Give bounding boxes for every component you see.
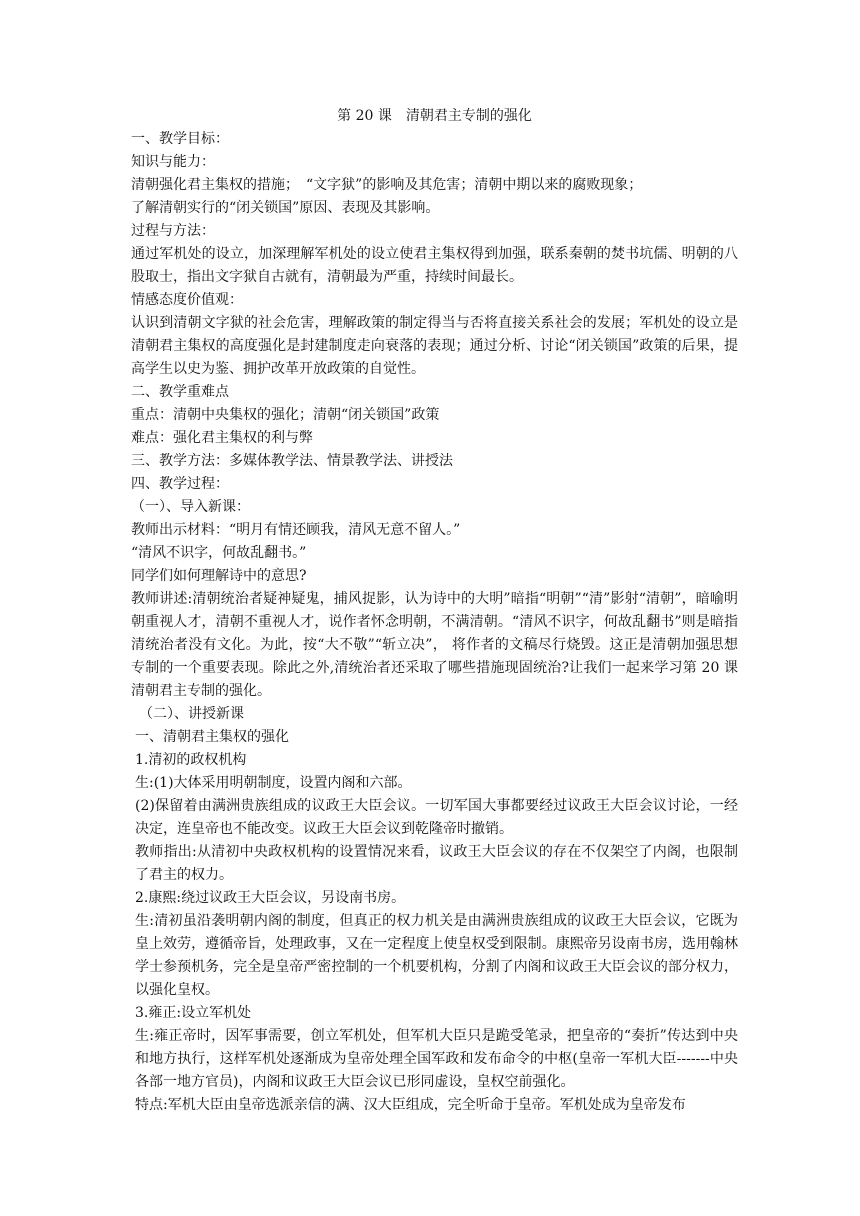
paragraph: 生:(1)大体采用明朝制度，设置内阁和六部。 — [135, 775, 412, 791]
subsection-heading: 知识与能力： — [131, 154, 215, 170]
section-heading: 三、教学方法：多媒体教学法、情景教学法、讲授法 — [131, 453, 453, 469]
paragraph: 清朝强化君主集权的措施； “文字狱”的影响及其危害；清朝中期以来的腐败现象； — [131, 177, 643, 193]
subsection-heading: 1.清初的政权机构 — [135, 752, 247, 768]
section-heading: 一、教学目标： — [131, 131, 229, 147]
paragraph: “清风不识字，何故乱翻书。” — [131, 545, 307, 561]
paragraph: 生:清初虽沿袭明朝内阁的制度，但真正的权力机关是由满洲贵族组成的议政王大臣会议，它既为皇上效劳，遵循帝旨，处理政事，又在一定程度上使皇权受到限制。康熙帝另设南书房，选用翰林学士参预机务，完全是皇帝严密控制的一个机要机构，分割了内阁和议政王大臣会议的部分权力，以强化皇权。 — [135, 913, 738, 998]
paragraph: 特点:军机大臣由皇帝选派亲信的满、汉大臣组成，完全听命于皇帝。军机处成为皇帝发布 — [135, 1097, 686, 1113]
section-heading: 四、教学过程： — [131, 476, 229, 492]
paragraph: 重点：清朝中央集权的强化；清朝“闭关锁国”政策 — [131, 407, 440, 423]
page-title: 第 20 课 清朝君主专制的强化 — [337, 108, 532, 124]
subsection-heading: （一）、导入新课： — [131, 499, 250, 515]
paragraph: 教师讲述:清朝统治者疑神疑鬼，捕风捉影，认为诗中的大明”暗指“明朝”“清”影射“清朝”，暗喻明朝重视人才，清朝不重视人才，说作者怀念明朝，不满清朝。“清风不识字，何故乱翻书”则是暗指清统治者没有文化。为此，按“大不敬”“斩立决”， 将作者的文稿尽行烧毁。这正是清朝加强思想专制的一个重要表现。除此之外,清统治者还采取了哪些措施现固统治?让我们一起来学习第 20 课清朝君主专制的强化。 — [131, 591, 738, 699]
paragraph: 了解清朝实行的“闭关锁国”原因、表现及其影响。 — [131, 200, 440, 216]
section-heading: 二、教学重难点 — [131, 384, 229, 400]
subsection-heading: （二）、讲授新课 — [139, 706, 244, 722]
paragraph: 通过军机处的设立，加深理解军机处的设立使君主集权得到加强，联系秦朝的焚书坑儒、明朝的八股取士，指出文字狱自古就有，清朝最为严重，持续时间最长。 — [131, 246, 738, 285]
subsection-heading: 2.康熙:绕过议政王大臣会议，另设南书房。 — [135, 890, 406, 906]
subsection-heading: 过程与方法： — [131, 223, 215, 239]
paragraph: 教师指出:从清初中央政权机构的设置情况来看，议政王大臣会议的存在不仅架空了内阁，也限制了君主的权力。 — [135, 844, 738, 883]
paragraph: 同学们如何理解诗中的意思? — [131, 568, 307, 584]
subsection-heading: 3.雍正:设立军机处 — [135, 1005, 252, 1021]
paragraph: 教师出示材料：“明月有情还顾我，清风无意不留人。” — [131, 522, 461, 538]
paragraph: 认识到清朝文字狱的社会危害，理解政策的制定得当与否将直接关系社会的发展；军机处的设立是清朝君主集权的高度强化是封建制度走向衰落的表现；通过分析、讨论“闭关锁国”政策的后果，提高学生以史为鉴、拥护改革开放政策的自觉性。 — [131, 315, 738, 377]
subsection-heading: 情感态度价值观： — [131, 292, 243, 308]
paragraph: (2)保留着由满洲贵族组成的议政王大臣会议。一切军国大事都要经过议政王大臣会议讨论，一经决定，连皇帝也不能改变。议政王大臣会议到乾隆帝时撤销。 — [135, 798, 738, 837]
paragraph: 难点：强化君主集权的利与弊 — [131, 430, 313, 446]
section-heading: 一、清朝君主集权的强化 — [135, 729, 289, 745]
paragraph: 生:雍正帝时，因军事需要，创立军机处，但军机大臣只是跪受笔录，把皇帝的“奏折”传达到中央和地方执行，这样军机处逐渐成为皇帝处理全国军政和发布命令的中枢(皇帝一军机大臣-------中央各部一地方官员)，内阁和议政王大臣会议已形同虚设，皇权空前强化。 — [135, 1028, 738, 1090]
document-body — [131, 105, 738, 1117]
